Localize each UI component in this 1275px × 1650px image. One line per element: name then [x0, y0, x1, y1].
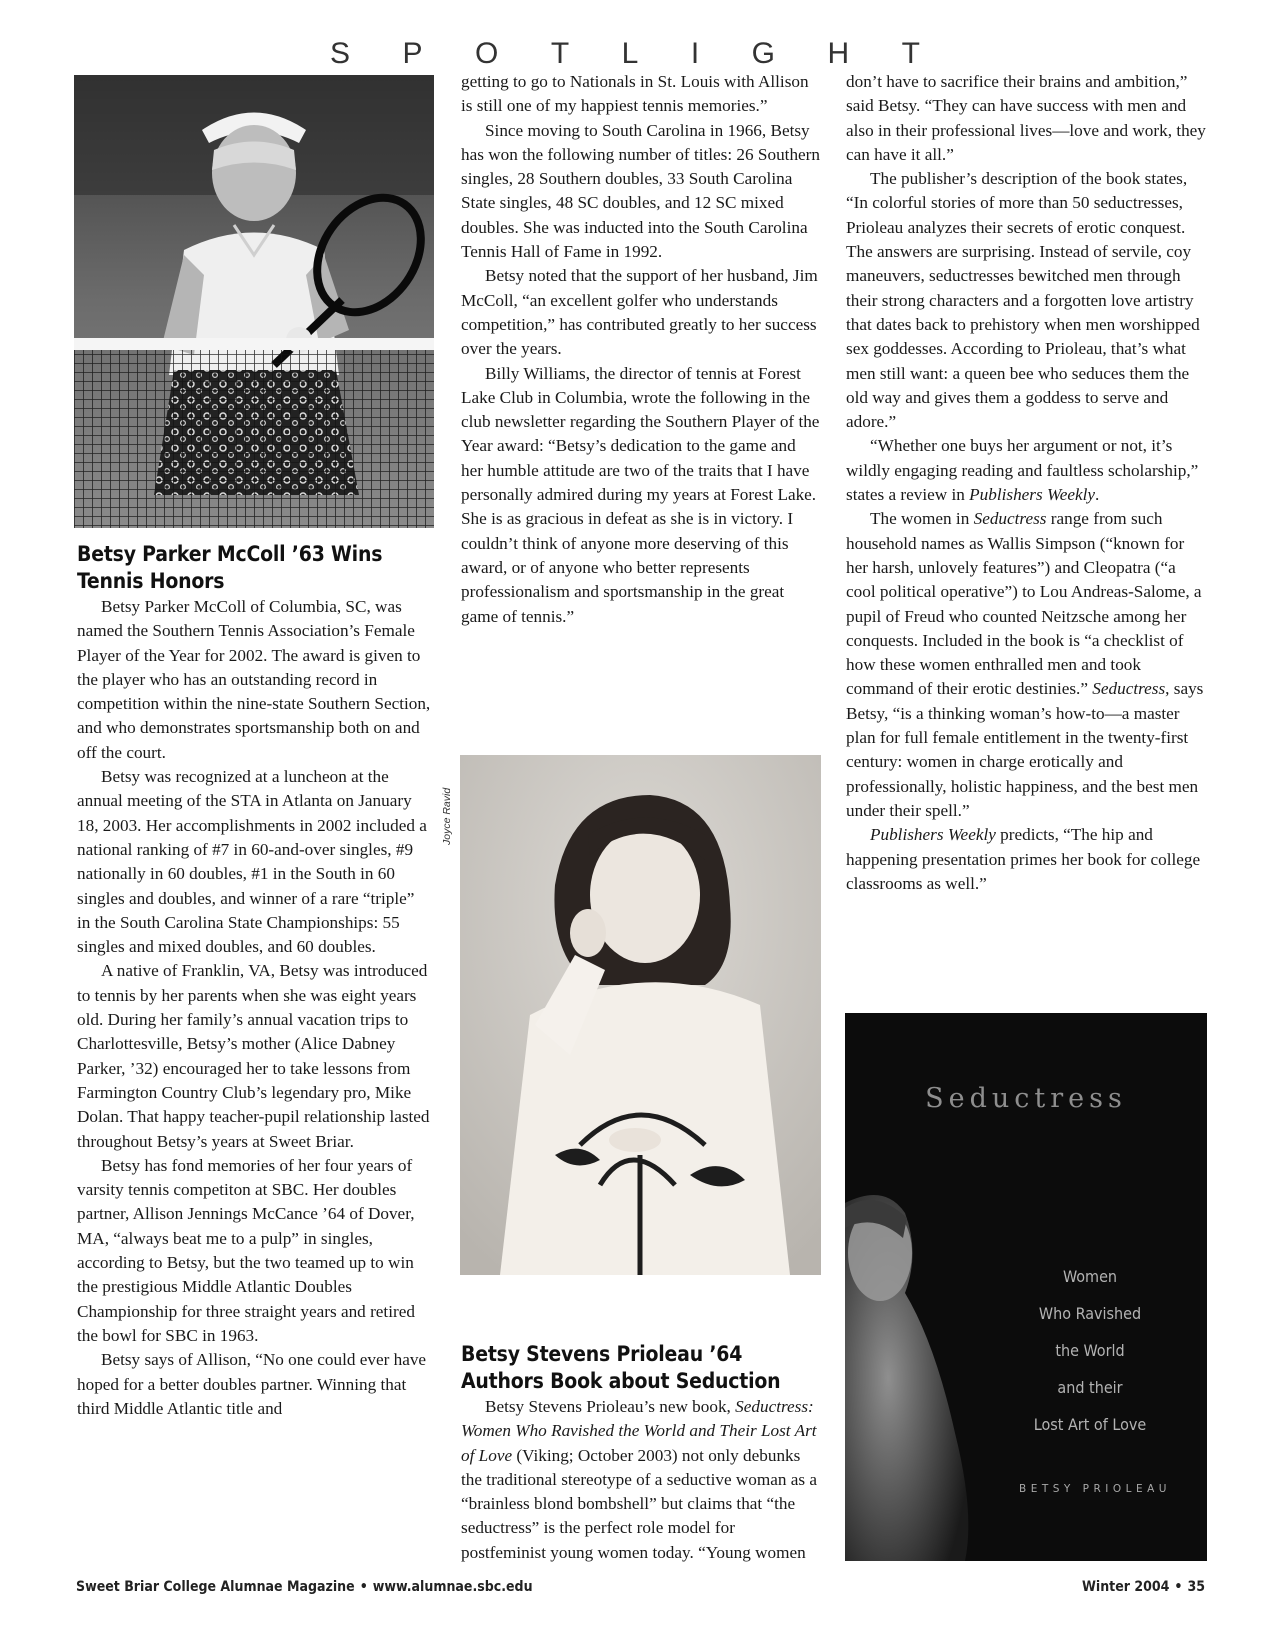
paragraph: Billy Williams, the director of tennis at Forest Lake Club in Columbia, wrote the following in the club newsletter regarding the Southern Player of the Year award: “Betsy’s dedication to the game and her humble attitude are two of the traits that I have personally admired during my years at Forest Lake. She is as gracious in defeat as she is in victory. I couldn’t think of anyone more deserving of this award, or of anyone who better represents professionalism and sportsmanship in the great game of tennis.”: [461, 363, 820, 626]
article-tennis-column-2: [461, 70, 821, 629]
photo-credit: Joyce Ravid: [441, 787, 453, 845]
paragraph: Betsy says of Allison, “No one could ever have hoped for a better doubles partner. Winning that third Middle Atlantic title and: [77, 1350, 427, 1418]
paragraph: The publisher’s description of the book states, “In colorful stories of more than 50 seductresses, Prioleau analyzes their secrets of erotic conquest. The answers are surprising. Instead of servile, coy maneuvers, seductresses bewitched men through their strong characters and a forgotten love artistry that dates back to prehistory when men worshipped sex goddesses. According to Prioleau, that’s what men still want: a queen bee who seduces them the old way and gives them a goddess to serve and adore.”: [846, 169, 1200, 432]
book-cover-title: Seductress: [925, 1083, 1127, 1114]
paragraph: Betsy was recognized at a luncheon at the annual meeting of the STA in Atlanta on January 18, 2003. Her accomplishments in 2002 included a national ranking of #7 in 60-and-over singles, #9 nationally in 60 doubles, #1 in the South in 60 singles and doubles, and winner of a rare “triple” in the South Carolina State Championships: 55 singles and mixed doubles, and 60 doubles.: [77, 767, 427, 957]
header-letter: L: [621, 37, 639, 70]
book-title: Seductress: Women Who Ravished the World and Their Lost Art of Love: [461, 1397, 817, 1465]
tennis-player-photo: [74, 75, 434, 528]
subtitle-line: and their: [1057, 1378, 1123, 1397]
bullet-separator: •: [359, 1579, 368, 1595]
subtitle-line: Who Ravished: [1038, 1304, 1142, 1323]
paragraph: The women in Seductress range from such household names as Wallis Simpson (“known for her harsh, unlovely features”) and Cleopatra (“a cool political operative”) to Lou Andreas-Salome, a pupil of Freud who counted Neitzsche among her conquests. Included in the book is “a checklist of how these women enthralled men and took command of their erotic destinies.” Seductress, says Betsy, “is a thinking woman’s how-to—a master plan for full female entitlement in the twenty-first century: women in charge erotically and professionally, holistic happiness, and the best men under their spell.”: [846, 509, 1204, 820]
article-book-headline: Betsy Stevens Prioleau ’64 Authors Book about Seduction: [461, 1342, 781, 1393]
footer-magazine: [76, 1579, 533, 1595]
publication-name: Publishers Weekly: [969, 485, 1095, 505]
footer-issue: [1082, 1579, 1205, 1595]
header-letter: I: [690, 37, 700, 70]
section-header-spotlight: [330, 36, 920, 72]
header-letter: G: [751, 37, 775, 70]
book-cover-image: [845, 1013, 1207, 1561]
paragraph: Betsy has fond memories of her four years of varsity tennis competiton at SBC. Her doubles partner, Allison Jennings McCance ’64 of Dover, MA, “always beat me to a pulp” in singles, according to Betsy, but the two teamed up to win the prestigious Middle Atlantic Doubles Championship for three straight years and retired the bowl for SBC in 1963.: [77, 1155, 415, 1345]
header-letter: T: [901, 37, 920, 70]
article-tennis-column-1: [77, 541, 432, 1421]
paragraph: don’t have to sacrifice their brains and ambition,” said Betsy. “They can have success with men and also in their professional lives—love and work, they can have it all.”: [846, 72, 1206, 164]
paragraph: Publishers Weekly predicts, “The hip and happening presentation primes her book for college classrooms as well.”: [846, 825, 1201, 893]
paragraph: getting to go to Nationals in St. Louis with Allison is still one of my happiest tennis memories.”: [461, 72, 809, 116]
issue-date: Winter 2004: [1082, 1579, 1170, 1595]
header-letter: H: [827, 37, 850, 70]
paragraph: Since moving to South Carolina in 1966, Betsy has won the following number of titles: 26 Southern singles, 28 Southern doubles, 33 South Carolina State singles, 48 SC doubles, and 12 SC mixed doubles. She was inducted into the South Carolina Tennis Hall of Fame in 1992.: [461, 120, 820, 262]
article-book-column-2: [461, 1341, 821, 1565]
website-url: www.alumnae.sbc.edu: [372, 1579, 533, 1595]
paragraph: Betsy Parker McColl of Columbia, SC, was named the Southern Tennis Association’s Female Player of the Year for 2002. The award is given to the player who has an outstanding record in competition within the nine-state Southern Section, and who demonstrates sportsmanship both on and off the court.: [77, 597, 431, 762]
article-tennis-headline: Betsy Parker McColl ’63 Wins Tennis Honors: [77, 542, 383, 593]
subtitle-line: the World: [1055, 1341, 1125, 1360]
subtitle-line: Women: [1062, 1267, 1118, 1286]
publication-name: Publishers Weekly: [870, 825, 996, 845]
book-title: Seductress: [1092, 679, 1166, 699]
header-letter: O: [475, 37, 499, 70]
header-letter: P: [402, 37, 423, 70]
paragraph: Betsy noted that the support of her husband, Jim McColl, “an excellent golfer who understands competition,” has contributed greatly to her success over the years.: [461, 266, 818, 359]
page-number: 35: [1187, 1579, 1205, 1595]
bullet-separator: •: [1174, 1579, 1183, 1595]
header-letter: T: [550, 37, 570, 70]
paragraph: Betsy Stevens Prioleau’s new book, Seductress: Women Who Ravished the World and Their Lost Art of Love (Viking; October 2003) not only debunks the traditional stereotype of a seductive woman as a “brainless blond bombshell” but claims that “the seductress” is the perfect role model for postfeminist young women today. “Young women: [461, 1397, 818, 1562]
paragraph: “Whether one buys her argument or not, it’s wildly engaging reading and faultless scholarship,” states a review in Publishers Weekly.: [846, 436, 1199, 505]
book-cover-author: BETSY PRIOLEAU: [1018, 1483, 1171, 1495]
book-title: Seductress: [973, 509, 1047, 529]
header-letter: S: [330, 37, 351, 70]
article-book-column-3: [846, 70, 1208, 896]
paragraph: A native of Franklin, VA, Betsy was introduced to tennis by her parents when she was eight years old. During her family’s annual vacation trips to Charlottesville, Betsy’s mother (Alice Dabney Parker, ’32) encouraged her to take lessons from Farmington Country Club’s legendary pro, Mike Dolan. That happy teacher-pupil relationship lasted throughout Betsy’s years at Sweet Briar.: [77, 961, 430, 1151]
book-cover-subtitle: [1015, 1258, 1165, 1443]
subtitle-line: Lost Art of Love: [1033, 1415, 1147, 1434]
author-portrait-photo: [460, 755, 821, 1275]
magazine-name: Sweet Briar College Alumnae Magazine: [76, 1579, 355, 1595]
